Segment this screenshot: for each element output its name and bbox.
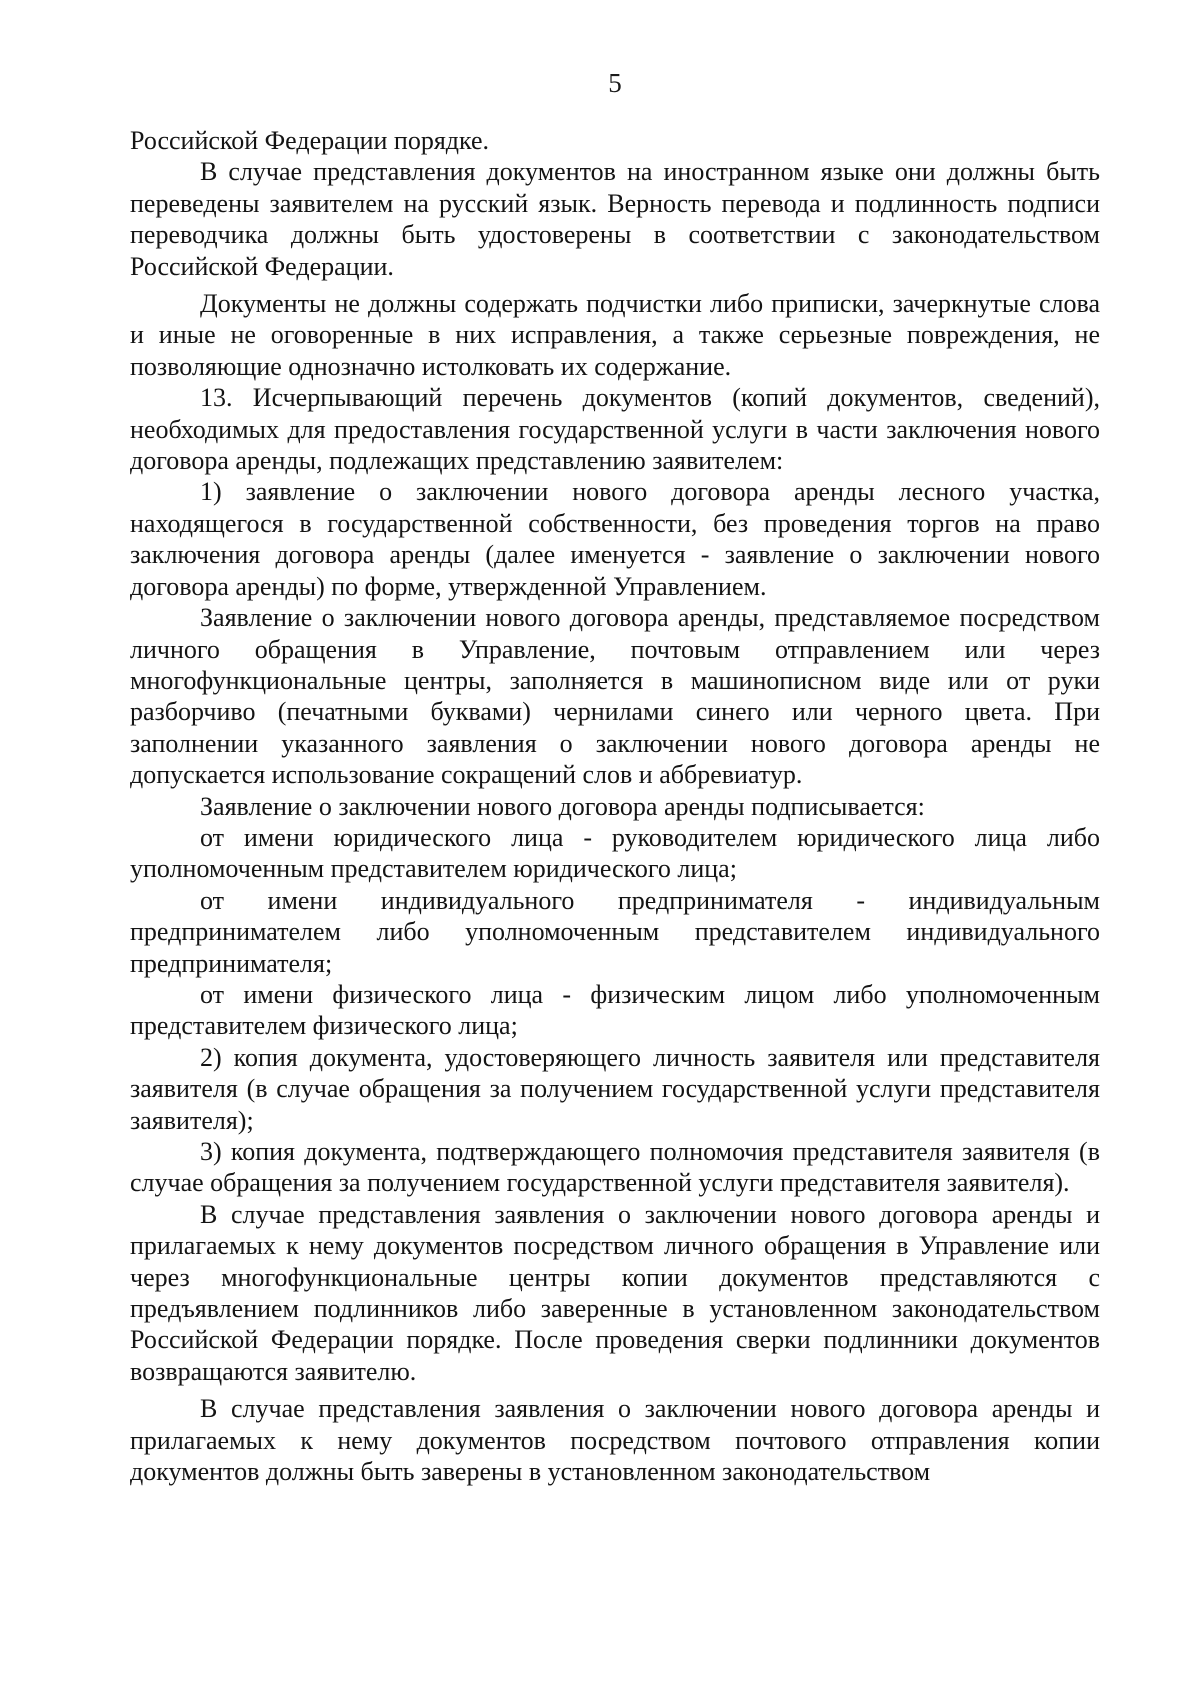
paragraph-foreign-language-documents: В случае представления документов на иностранном языке они должны быть переведены заявителем на русский язык. Верность перевода и подлинность подписи переводчика должны быть удостоверены в соответствии с законодательством Российской Федерации.	[130, 157, 1100, 281]
paragraph-continuation: Российской Федерации порядке.	[130, 126, 490, 155]
paragraph-subitem-3: 3) копия документа, подтверждающего полномочия представителя заявителя (в случае обращения за получением государственной услуги представителя заявителя).	[130, 1137, 1100, 1198]
body-text	[130, 125, 1100, 1487]
paragraph-subitem-1: 1) заявление о заключении нового договора аренды лесного участка, находящегося в государственной собственности, без проведения торгов на право заключения договора аренды (далее именуется - заявление о заключении нового договора аренды) по форме, утвержденной Управлением.	[130, 477, 1100, 601]
paragraph-application-signed: Заявление о заключении нового договора аренды подписывается:	[200, 791, 925, 821]
paragraph-signer-legal-entity: от имени юридического лица - руководителем юридического лица либо уполномоченным представителем юридического лица;	[130, 822, 1100, 884]
paragraph-subitem-2: 2) копия документа, удостоверяющего личность заявителя или представителя заявителя (в случае обращения за получением государственной услуги представителя заявителя);	[130, 1042, 1100, 1135]
paragraph-personal-submission: В случае представления заявления о заключении нового договора аренды и прилагаемых к нему документов посредством личного обращения в Управление или через многофункциональные центры копии документов представляются с предъявлением подлинников либо заверенные в установленном законодательством Российской Федерации порядке. После проведения сверки подлинники документов возвращаются заявителю.	[130, 1199, 1100, 1386]
paragraph-no-corrections: Документы не должны содержать подчистки либо приписки, зачеркнутые слова и иные не оговоренные в них исправления, а также серьезные повреждения, не позволяющие однозначно истолковать их содержание.	[130, 289, 1100, 381]
paragraph-application-filling: Заявление о заключении нового договора аренды, представляемое посредством личного обращения в Управление, почтовым отправлением или через многофункциональные центры, заполняется в машинописном виде или от руки разборчиво (печатными буквами) чернилами синего или черного цвета. При заполнении указанного заявления о заключении нового договора аренды не допускается использование сокращений слов и аббревиатур.	[130, 603, 1100, 790]
paragraph-item-13: 13. Исчерпывающий перечень документов (копий документов, сведений), необходимых для предоставления государственной услуги в части заключения нового договора аренды, подлежащих представлению заявителем:	[130, 383, 1100, 476]
paragraph-postal-submission: В случае представления заявления о заключении нового договора аренды и прилагаемых к нему документов посредством почтового отправления копии документов должны быть заверены в установленном законодательством	[130, 1394, 1100, 1487]
page-number: 5	[608, 68, 622, 98]
paragraph-signer-entrepreneur: от имени индивидуального предпринимателя - индивидуальным предпринимателем либо уполномоченным представителем индивидуального предпринимателя;	[130, 885, 1100, 978]
paragraph-signer-individual: от имени физического лица - физическим лицом либо уполномоченным представителем физического лица;	[130, 979, 1100, 1041]
